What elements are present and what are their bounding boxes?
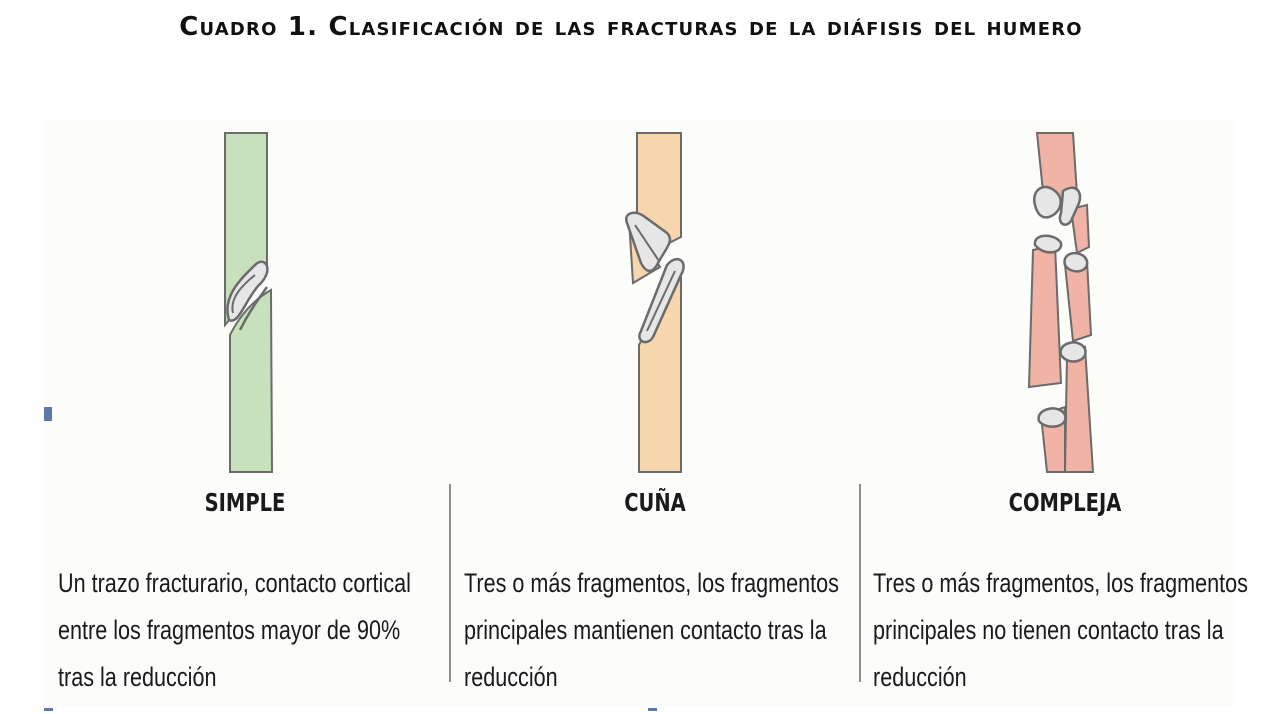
wedge-heading: CUÑA: [624, 488, 686, 517]
column-divider-2: [859, 484, 861, 682]
bottom-edge-mark-left: [44, 708, 53, 711]
wedge-description-line: Tres o más fragmentos, los fragmentos: [464, 568, 839, 598]
column-divider-1: [449, 484, 451, 682]
simple-heading: SIMPLE: [204, 488, 286, 517]
complex-column: [865, 125, 1262, 705]
simple-fracture-bone-icon: [45, 125, 445, 485]
simple-description-line: entre los fragmentos mayor de 90%: [58, 615, 401, 645]
complex-description-line: Tres o más fragmentos, los fragmentos: [873, 568, 1248, 598]
complex-description-line: principales no tienen contacto tras la: [873, 615, 1224, 645]
simple-description-line: tras la reducción: [58, 662, 217, 692]
wedge-description-line: reducción: [464, 662, 558, 692]
wedge-fracture-bone-icon: [455, 125, 855, 485]
complex-description-line: reducción: [873, 662, 967, 692]
complex-heading: COMPLEJA: [1008, 488, 1122, 517]
wedge-column: [455, 125, 855, 705]
figure-title: Cuadro 1. Clasificación de las fracturas de la diáfisis del humero: [179, 12, 1083, 42]
wedge-description: [464, 560, 840, 701]
wedge-description-line: principales mantienen contacto tras la: [464, 615, 827, 645]
complex-description: [873, 560, 1249, 701]
complex-fracture-bone-icon: [865, 125, 1262, 485]
simple-column: [45, 125, 445, 705]
simple-description-line: Un trazo fracturario, contacto cortical: [58, 568, 411, 598]
bottom-edge-mark-center: [648, 708, 657, 711]
simple-description: [58, 560, 434, 701]
